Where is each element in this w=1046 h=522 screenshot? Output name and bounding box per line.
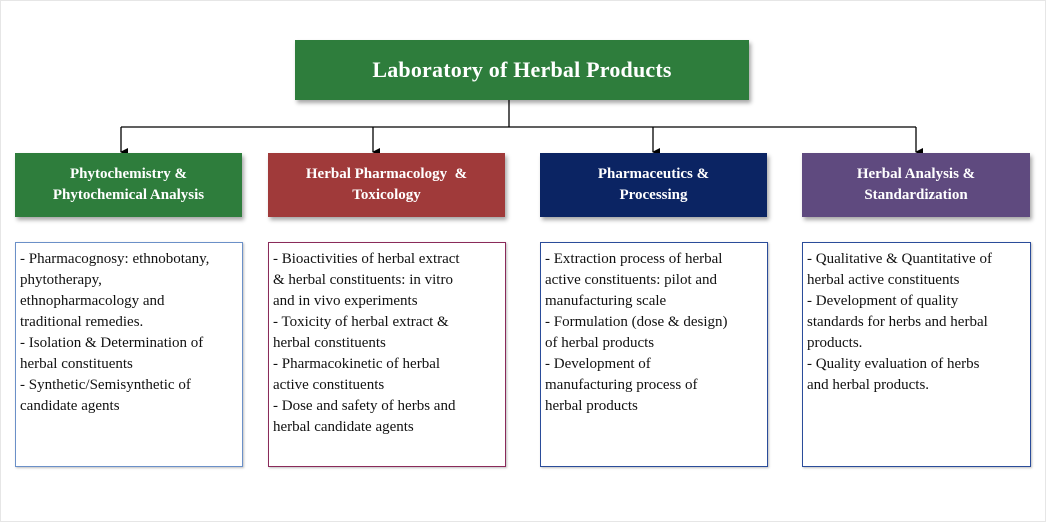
description-line: - Development of quality — [807, 293, 959, 309]
branch-heading-line: Processing — [619, 187, 688, 203]
description-line: ethnopharmacology and — [20, 293, 165, 309]
description-line: manufacturing scale — [545, 293, 667, 309]
description-line: - Toxicity of herbal extract & — [273, 314, 449, 330]
description-line: products. — [807, 335, 863, 351]
branch-heading-pharmacology — [268, 153, 505, 217]
description-line: herbal products — [545, 398, 638, 414]
description-line: - Pharmacognosy: ethnobotany, — [20, 251, 210, 267]
description-line: - Isolation & Determination of — [20, 335, 204, 351]
description-line: active constituents: pilot and — [545, 272, 718, 288]
description-line: phytotherapy, — [20, 272, 102, 288]
branch-description-pharmacology — [268, 242, 506, 467]
diagram-title: Laboratory of Herbal Products — [295, 40, 749, 100]
description-line: & herbal constituents: in vitro — [273, 272, 453, 288]
branch-heading-line: Herbal Analysis & — [856, 166, 976, 182]
description-line: manufacturing process of — [545, 377, 698, 393]
branch-heading-line: Toxicology — [352, 187, 421, 203]
description-line: candidate agents — [20, 398, 120, 414]
description-line: and in vivo experiments — [273, 293, 418, 309]
branch-heading-pharmaceutics — [540, 153, 767, 217]
description-line: - Quality evaluation of herbs — [807, 356, 980, 372]
description-line: - Dose and safety of herbs and — [273, 398, 456, 414]
description-line: active constituents — [273, 377, 385, 393]
description-line: - Qualitative & Quantitative of — [807, 251, 992, 267]
description-line: herbal active constituents — [807, 272, 960, 288]
description-line: - Synthetic/Semisynthetic of — [20, 377, 191, 393]
description-line: - Formulation (dose & design) — [545, 314, 728, 330]
branch-heading-line: Standardization — [864, 187, 968, 203]
description-line: standards for herbs and herbal — [807, 314, 988, 330]
description-line: of herbal products — [545, 335, 655, 351]
branch-heading-line: Pharmaceutics & — [597, 166, 710, 182]
description-line: herbal constituents — [273, 335, 386, 351]
description-line: - Extraction process of herbal — [545, 251, 723, 267]
description-line: and herbal products. — [807, 377, 930, 393]
description-line: - Bioactivities of herbal extract — [273, 251, 460, 267]
branch-description-pharmaceutics — [540, 242, 768, 467]
branch-heading-line: Herbal Pharmacology & — [305, 166, 468, 182]
branch-heading-line: Phytochemical Analysis — [52, 187, 205, 203]
description-line: traditional remedies. — [20, 314, 144, 330]
description-line: herbal candidate agents — [273, 419, 414, 435]
branch-description-herbal-analysis — [802, 242, 1031, 467]
branch-heading-phytochemistry — [15, 153, 242, 217]
description-line: - Pharmacokinetic of herbal — [273, 356, 441, 372]
branch-heading-line: Phytochemistry & — [69, 166, 188, 182]
description-line: - Development of — [545, 356, 651, 372]
description-line: herbal constituents — [20, 356, 133, 372]
branch-heading-herbal-analysis — [802, 153, 1030, 217]
branch-description-phytochemistry — [15, 242, 243, 467]
